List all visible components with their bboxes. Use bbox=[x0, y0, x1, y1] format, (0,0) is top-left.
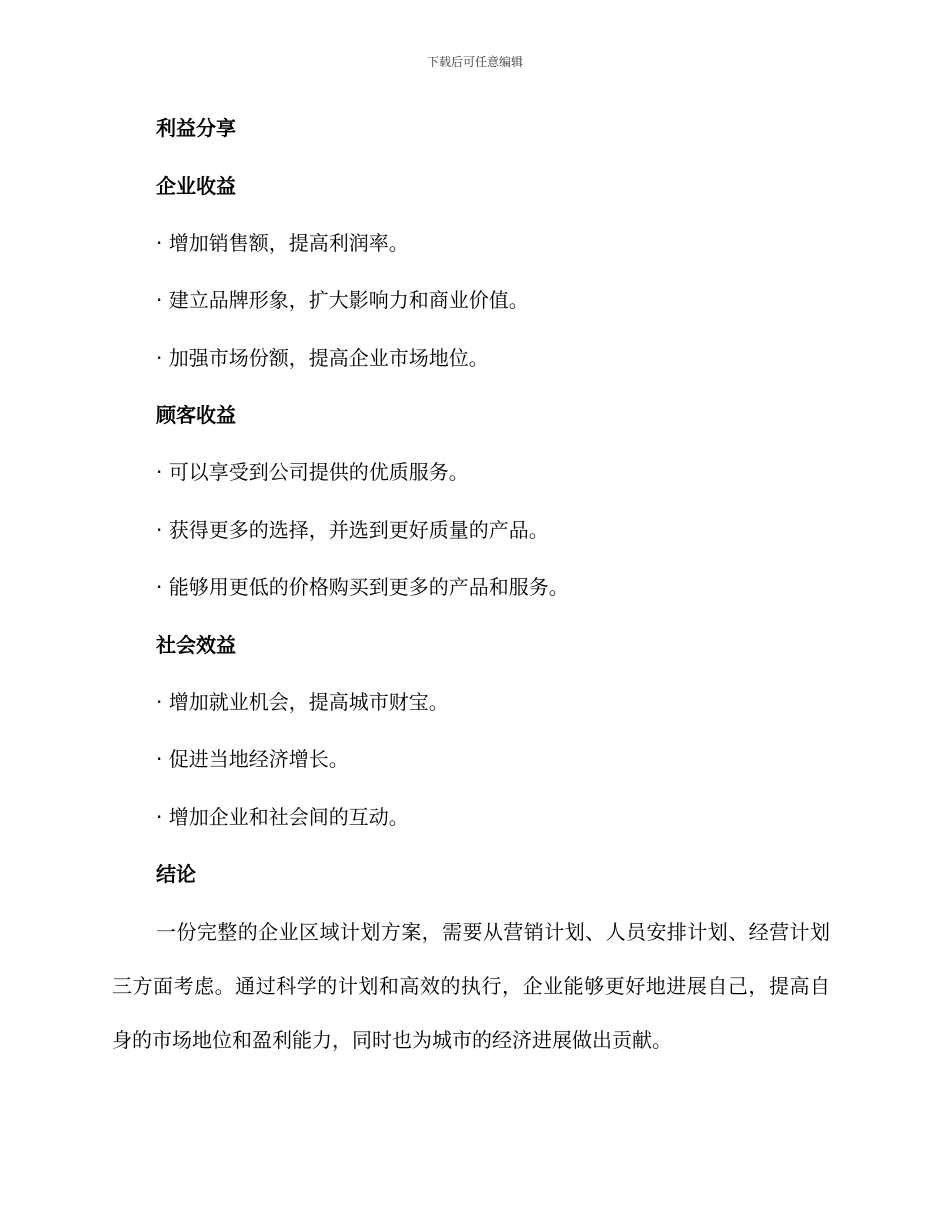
conclusion-paragraph: 一份完整的企业区域计划方案，需要从营销计划、人员安排计划、经营计划三方面考虑。通过科学的计划和高效的执行，企业能够更好地进展自己，提高自身的市场地位和盈利能力，同时也为城市的经济进展做出贡献。 bbox=[112, 920, 830, 1052]
list-item: · 促进当地经济增长。 bbox=[156, 747, 349, 771]
list-item: · 可以享受到公司提供的优质服务。 bbox=[156, 460, 469, 484]
list-item: · 建立品牌形象，扩大影响力和商业价值。 bbox=[156, 288, 529, 312]
heading-benefit-sharing: 利益分享 bbox=[156, 116, 236, 140]
list-item: · 增加就业机会，提高城市财宝。 bbox=[156, 690, 449, 714]
heading-enterprise-benefits: 企业收益 bbox=[156, 174, 236, 198]
list-item: · 能够用更低的价格购买到更多的产品和服务。 bbox=[156, 575, 569, 599]
heading-customer-benefits: 顾客收益 bbox=[156, 403, 236, 427]
list-item: · 增加销售额，提高利润率。 bbox=[156, 231, 409, 255]
list-item: · 加强市场份额，提高企业市场地位。 bbox=[156, 346, 489, 370]
list-item: · 获得更多的选择，并选到更好质量的产品。 bbox=[156, 518, 549, 542]
heading-conclusion: 结论 bbox=[156, 862, 196, 886]
page-header: 下载后可任意编辑 bbox=[426, 55, 523, 69]
list-item: · 增加企业和社会间的互动。 bbox=[156, 805, 409, 829]
heading-social-benefits: 社会效益 bbox=[156, 633, 236, 657]
